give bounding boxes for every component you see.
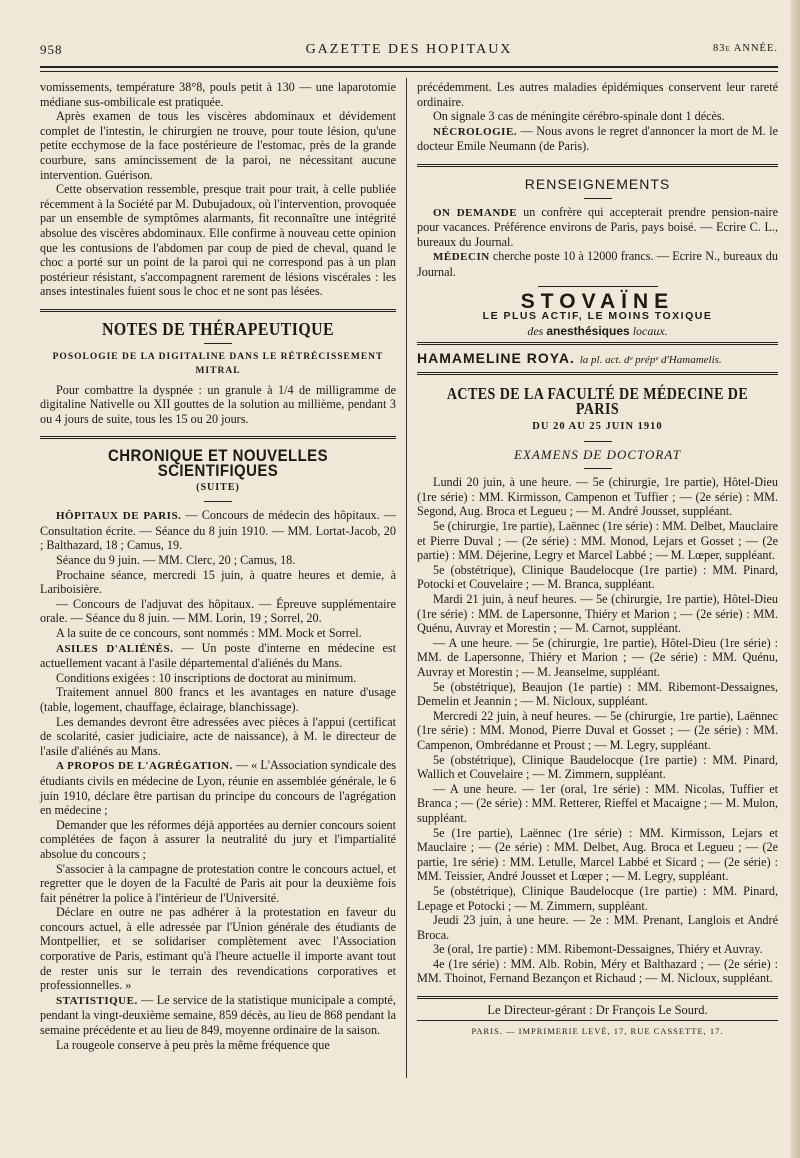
paragraph: Prochaine séance, mercredi 15 juin, à quatre heures et demie, à Lariboisière. xyxy=(40,567,396,597)
column-divider xyxy=(406,78,407,1078)
short-rule xyxy=(204,343,232,344)
ad-word: anesthésiques xyxy=(546,323,630,338)
printer-line: PARIS. — IMPRIMERIE LEVÉ, 17, RUE CASSETTE, 17. xyxy=(471,1025,724,1036)
ad-rule xyxy=(417,342,778,345)
exam-entry: 5e (obstétrique), Clinique Baudelocque (1re partie) : MM. Pinard, Potocki et Couvelaire ; — M. Branca, suppléant. xyxy=(417,562,778,592)
ad-hamameline xyxy=(417,351,778,368)
director-line: Le Directeur-gérant : Dr François Le Sourd. xyxy=(487,1003,708,1018)
section-rule xyxy=(40,309,396,312)
section-subtitle: DU 20 AU 25 JUIN 1910 xyxy=(532,421,663,433)
left-column xyxy=(40,80,396,1052)
short-rule xyxy=(584,468,612,469)
exam-entry: 5e (obstétrique), Clinique Baudelocque (1re partie) : MM. Pinard, Wallich et Couvelaire ; — M. Zimmern, suppléant. xyxy=(417,752,778,782)
paragraph: On signale 3 cas de méningite cérébro-spinale dont 1 décès. xyxy=(433,109,725,124)
short-rule xyxy=(584,441,612,442)
notes-subtitle: POSOLOGIE DE LA DIGITALINE DANS LE RÉTRÉCISSEMENT MITRAL xyxy=(52,351,384,377)
rubric-text: cherche poste 10 à 12000 francs. — Ecrire N., bureaux du Journal. xyxy=(417,249,778,279)
paragraph: vomissements, température 38°8, pouls petit à 130 — une laparotomie médiane sus-ombilicale est pratiquée. xyxy=(40,80,396,109)
rubric-lead: HÔPITAUX DE PARIS. xyxy=(56,510,182,523)
paragraph: Traitement annuel 800 francs et les avantages en nature d'usage (table, logement, chauffage, éclairage, blanchissage). xyxy=(40,685,396,714)
section-title-renseignements: RENSEIGNEMENTS xyxy=(524,175,671,192)
page-edge xyxy=(790,0,800,1158)
rubric-text: — Concours de médecin des hôpitaux. — Consultation écrite. — Séance du 8 juin 1910. — MM. Lortat-Jacob, 20 ; Balthazard, 18 ; Camus, 19. xyxy=(40,508,397,553)
paragraph: Demander que les réformes déjà apportées au dernier concours soient complétées de façon à assurer la neutralité du jury et l'impartialité absolue du concours ; xyxy=(40,817,396,861)
header-rule-thin xyxy=(40,71,778,72)
exam-entry: 5e (1re partie), Laënnec (1re série) : MM. Kirmisson, Lejars et Mauclaire ; — (2e série) : MM. Delbet, Aug. Broca et Legueu ; — (2e partie, 1re série) : MM. Letulle, Marcel Labbé et Sicard ; — (2e série) : MM. Teissier, André Jousset et Lœper ; — M. Legry, suppléant. xyxy=(417,825,778,884)
footer-rule-thin xyxy=(417,1020,778,1021)
paragraph: Après examen de tous les viscères abdominaux et dévidement complet de l'intestin, le chirurgien ne trouve, pour toute lésion, qu'une petite ecchymose de la face postérieure de l'estomac, près de la grande courbure, sans amincissement de la paroi, ne nécessitant aucune intervention. Guérison. xyxy=(40,109,396,182)
exam-entry: Lundi 20 juin, à une heure. — 5e (chirurgie, 1re partie), Hôtel-Dieu (1re série) : MM. Kirmisson, Campenon et Tuffier ; — (2e série) : MM. Segond, Aug. Broca et Legueu ; — M. André Jousset, suppléant. xyxy=(417,475,778,519)
paragraph: Conditions exigées : 10 inscriptions de doctorat au minimum. xyxy=(56,670,357,685)
rubric-text: un confrère qui accepterait prendre pension-naire pour vacances. Préférence environs de Paris, pays boisé. — Ecrire C. L., bureaux du Journal. xyxy=(417,204,778,249)
rubric-lead: MÉDECIN xyxy=(433,251,490,264)
section-rule xyxy=(417,372,778,375)
paragraph: A la suite de ce concours, sont nommés : MM. Mock et Sorrel. xyxy=(56,626,362,640)
exam-entry: 4e (1re série) : MM. Alb. Robin, Méry et Balthazard ; — (2e série) : MM. Thoinot, Fernand Bezançon et Richaud ; — M. Nicloux, suppléant. xyxy=(417,956,778,986)
paragraph: Déclare en outre ne pas adhérer à la protestation en faveur du concours actuel, à elle adressée par l'Union générale des étudiants de Montpellier, et se solidariser complètement avec l'Association corporative de Paris, estimant qu'à l'heure actuelle il importe avant tout de rester unis sur le terrain des revendications corporatives et professionnelles. » xyxy=(40,905,396,993)
paragraph: — Concours de l'adjuvat des hôpitaux. — Épreuve supplémentaire orale. — Séance du 8 juin. — MM. Lorin, 19 ; Sorrel, 20. xyxy=(40,596,396,626)
page-number: 958 xyxy=(40,42,63,57)
rubric-text: — « L'Association syndicale des étudiants civils en médecine de Lyon, réunie en assemblée générale, le 6 juin 1910, déclare être partisan du principe du concours de l'agrégation en médecine ; xyxy=(40,758,396,818)
ad-hamameline-note: la pl. act. dᵉ prépᵉ d'Hamamelis. xyxy=(579,354,722,367)
section-rule xyxy=(417,164,778,167)
exam-entry: 5e (obstétrique), Beaujon (1e partie) : MM. Ribemont-Dessaignes, Demelin et Jeannin ; — M. Nicloux, suppléant. xyxy=(417,679,778,709)
exam-title: EXAMENS DE DOCTORAT xyxy=(513,446,682,462)
rubric-text: — Un poste d'interne en médecine est actuellement vacant à l'asile départemental d'aliénés du Mans. xyxy=(40,640,397,671)
header-rule xyxy=(40,66,778,68)
section-title-actes: ACTES DE LA FACULTÉ DE MÉDECINE DE PARIS xyxy=(446,383,749,418)
ad-word: des xyxy=(527,323,544,338)
footer-rule xyxy=(417,996,778,999)
paragraph: Cette observation ressemble, presque trait pour trait, à celle publiée récemment à la Société par M. Dubujadoux, où l'intervention, provoquée par un ensemble de symptômes alarmants, fit reconnaître une intégrité absolue des viscères abdominaux. Elle confirme à nouveau cette opinion que les contusions de l'abdomen par coup de pied de cheval, quand le choc a porté sur un point de la paroi qui ne correspond pas à un plan postérieur résistant, s'accompagnent rarement de lésions viscérales : les anses intestinales fuient sous le choc et ne sont pas lésées. xyxy=(40,182,396,299)
journal-title: GAZETTE DES HOPITAUX xyxy=(305,42,513,57)
rubric-lead: NÉCROLOGIE. xyxy=(433,125,518,138)
ad-word: locaux. xyxy=(632,323,668,338)
short-rule xyxy=(204,501,232,502)
exam-entry: 3e (oral, 1re partie) : MM. Ribemont-Dessaignes, Thiéry et Auvray. xyxy=(433,942,763,957)
paragraph: Les demandes devront être adressées avec pièces à l'appui (certificat de scolarité, casier judiciaire, acte de naissance), à M. le directeur de l'asile d'aliénés au Mans. xyxy=(40,714,396,758)
exam-entry: Jeudi 23 juin, à une heure. — 2e : MM. Prenant, Langlois et André Broca. xyxy=(417,913,778,942)
ad-stovaine-title: STOVAÏNE xyxy=(520,289,675,313)
paragraph: précédemment. Les autres maladies épidémiques conservent leur rareté ordinaire. xyxy=(417,80,778,109)
paragraph: Pour combattre la dyspnée : un granule à 1/4 de milligramme de digitaline Nativelle ou XII gouttes de la solution au millième, pendant 3 ou 4 jours de suite, tous les 15 ou 20 jours. xyxy=(40,382,396,426)
short-rule xyxy=(584,198,612,199)
year-label: 83e ANNÉE. xyxy=(712,43,778,54)
exam-entry: 5e (obstétrique), Clinique Baudelocque (1re partie) : MM. Pinard, Lepage et Potocki ; — M. Zimmern, suppléant. xyxy=(417,883,778,913)
section-title-notes: NOTES DE THÉRAPEUTIQUE xyxy=(101,318,335,339)
right-column xyxy=(417,80,778,1038)
exam-entry: — A une heure. — 1er (oral, 1re série) : MM. Nicolas, Tuffier et Branca ; — (2e série) : MM. Retterer, Rieffel et Macaigne ; — M. Mulon, suppléant. xyxy=(417,781,778,825)
rubric-lead: ASILES D'ALIÉNÉS. xyxy=(56,642,174,655)
rubric-text: — Le service de la statistique municipale a compté, pendant la vingt-deuxième semaine, 859 décès, au lieu de 868 pendant la semaine précédente et au lieu de 849, moyenne ordinaire de la saison. xyxy=(40,992,396,1038)
rubric-lead: ON DEMANDE xyxy=(433,206,518,219)
exam-entry: Mardi 21 juin, à neuf heures. — 5e (chirurgie, 1re partie), Hôtel-Dieu (1re série) : MM. de Lapersonne, Thiéry et Marion ; — (2e série) : MM. Quénu, Auvray et Morestin ; — M. Carnot, suppléant. xyxy=(417,592,778,636)
rubric-lead: STATISTIQUE. xyxy=(56,994,138,1007)
exam-entry: Mercredi 22 juin, à neuf heures. — 5e (chirurgie, 1re partie), Laënnec (1re série) : MM. Monod, Pierre Duval et Gosset ; — (2e série) : MM. Campenon, Ombrédanne et Proust ; — M. Legry, suppléant. xyxy=(417,708,778,752)
section-title-chronique: CHRONIQUE ET NOUVELLES SCIENTIFIQUES xyxy=(108,446,328,481)
rubric-lead: A PROPOS DE L'AGRÉGATION. xyxy=(56,760,233,773)
ad-stovaine-tagline: LE PLUS ACTIF, LE MOINS TOXIQUE xyxy=(482,310,713,323)
page-header xyxy=(40,42,778,64)
exam-entry: — A une heure. — 5e (chirurgie, 1re partie), Hôtel-Dieu (1re série) : MM. de Lapersonne, Thiéry et Marion ; — (2e série) : MM. Quénu, Auvray et Morestin ; — M. Jeanselme, suppléant. xyxy=(417,635,778,679)
section-subtitle: (SUITE) xyxy=(196,481,240,493)
ad-rule xyxy=(538,286,658,287)
paragraph: La rougeole conserve à peu près la même fréquence que xyxy=(56,1037,330,1052)
paragraph: S'associer à la campagne de protestation contre le concours actuel, et regretter que le doyen de la Faculté de Paris ait pour la deuxième fois fait pénétrer la police à l'intérieur de l'Université. xyxy=(40,861,396,905)
rubric-text: — Nous avons le regret d'annoncer la mort de M. le docteur Emile Neumann (de Paris). xyxy=(417,123,778,154)
section-rule xyxy=(40,436,396,439)
paragraph: Séance du 9 juin. — MM. Clerc, 20 ; Camus, 18. xyxy=(56,553,296,568)
ad-hamameline-title: HAMAMELINE ROYA. xyxy=(417,350,575,367)
ad-stovaine-subline xyxy=(417,324,778,339)
exam-entry: 5e (chirurgie, 1re partie), Laënnec (1re série) : MM. Delbet, Mauclaire et Pierre Duval ; — (2e série) : MM. Monod, Lejars et Gosset ; — (2e partie) : MM. Déjerine, Legry et Marcel Labbé ; — M. Lœper, suppléant. xyxy=(417,519,778,563)
